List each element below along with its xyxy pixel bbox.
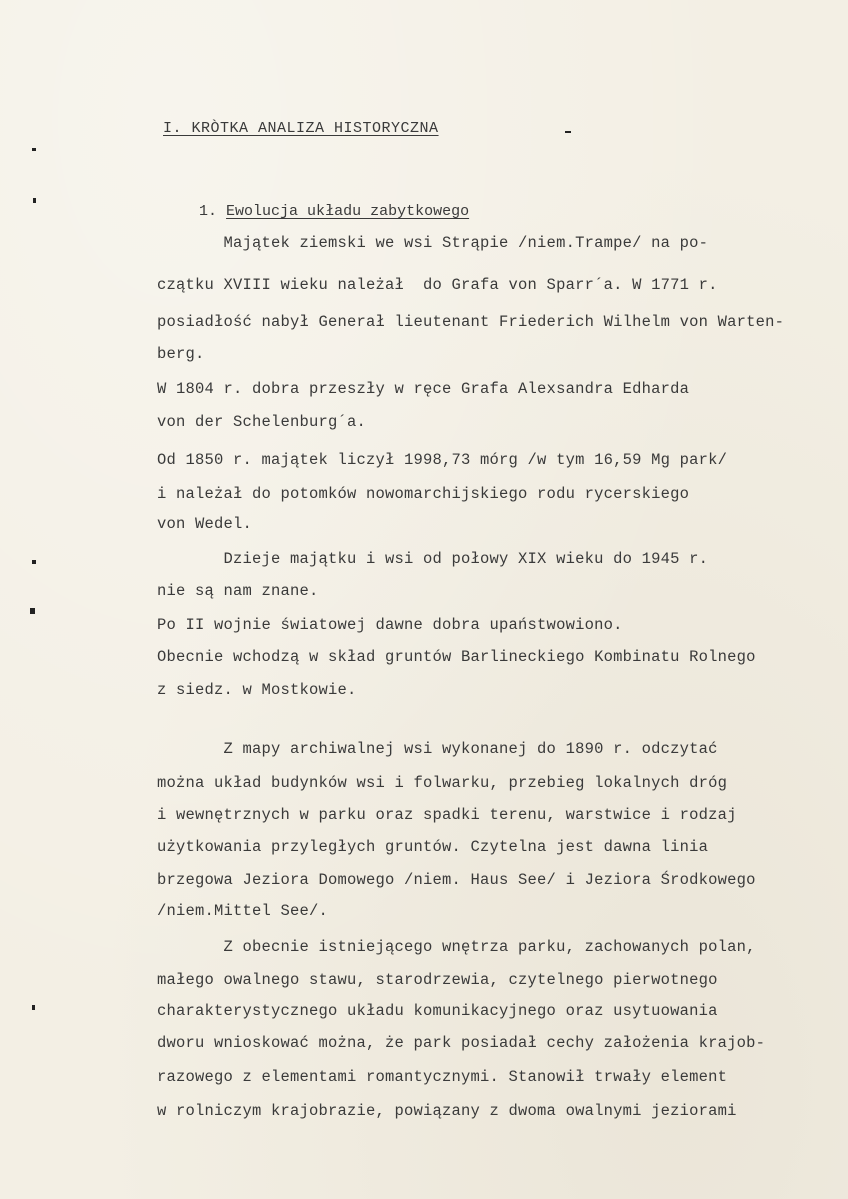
text-line: czątku XVIII wieku należał do Grafa von Sparr´a. W 1771 r.	[157, 276, 718, 294]
text-line: Po II wojnie światowej dawne dobra upaństwowiono.	[157, 616, 623, 634]
text-line: /niem.Mittel See/.	[157, 902, 329, 920]
text-line: razowego z elementami romantycznymi. Stanowił trwały element	[157, 1068, 728, 1086]
text-line: i wewnętrznych w parku oraz spadki terenu, warstwice i rodzaj	[157, 806, 737, 824]
text-line: nie są nam znane.	[157, 582, 319, 600]
text-line: brzegowa Jeziora Domowego /niem. Haus See/ i Jeziora Środkowego	[157, 871, 756, 889]
text-line: i należał do potomków nowomarchijskiego rodu rycerskiego	[157, 485, 690, 503]
text-line: Od 1850 r. majątek liczył 1998,73 mórg /w tym 16,59 Mg park/	[157, 451, 728, 469]
text-line: małego owalnego stawu, starodrzewia, czytelnego pierwotnego	[157, 971, 718, 989]
margin-mark	[32, 560, 36, 564]
text-line: w rolniczym krajobrazie, powiązany z dwoma owalnymi jeziorami	[157, 1102, 737, 1120]
margin-mark	[33, 198, 36, 203]
text-line: berg.	[157, 345, 205, 363]
subsection-heading	[163, 186, 469, 237]
text-line: Z mapy archiwalnej wsi wykonanej do 1890 r. odczytać	[157, 740, 718, 758]
margin-mark	[32, 148, 36, 151]
text-line: Dzieje majątku i wsi od połowy XIX wieku do 1945 r.	[157, 550, 709, 568]
text-line: posiadłość nabył Generał lieutenant Friederich Wilhelm von Warten-	[157, 313, 785, 331]
text-line: z siedz. w Mostkowie.	[157, 681, 357, 699]
text-line: można układ budynków wsi i folwarku, przebieg lokalnych dróg	[157, 774, 728, 792]
text-line: Majątek ziemski we wsi Strąpie /niem.Trampe/ na po-	[157, 234, 709, 252]
text-line: W 1804 r. dobra przeszły w ręce Grafa Alexsandra Edharda	[157, 380, 690, 398]
margin-mark	[32, 1005, 35, 1010]
text-line: dworu wnioskować można, że park posiadał cechy założenia krajob-	[157, 1034, 766, 1052]
text-line: Obecnie wchodzą w skład gruntów Barlineckiego Kombinatu Rolnego	[157, 648, 756, 666]
subsection-number: 1.	[199, 203, 218, 220]
text-line: charakterystycznego układu komunikacyjnego oraz usytuowania	[157, 1002, 718, 1020]
text-line: von Wedel.	[157, 515, 253, 533]
text-line: Z obecnie istniejącego wnętrza parku, zachowanych polan,	[157, 938, 756, 956]
subsection-title: Ewolucja układu zabytkowego	[226, 203, 470, 220]
text-line: von der Schelenburg´a.	[157, 413, 367, 431]
section-heading: I. KRÒTKA ANALIZA HISTORYCZNA	[163, 120, 439, 137]
margin-mark	[565, 131, 571, 133]
text-line: użytkowania przyległych gruntów. Czytelna jest dawna linia	[157, 838, 709, 856]
margin-mark	[30, 608, 35, 614]
